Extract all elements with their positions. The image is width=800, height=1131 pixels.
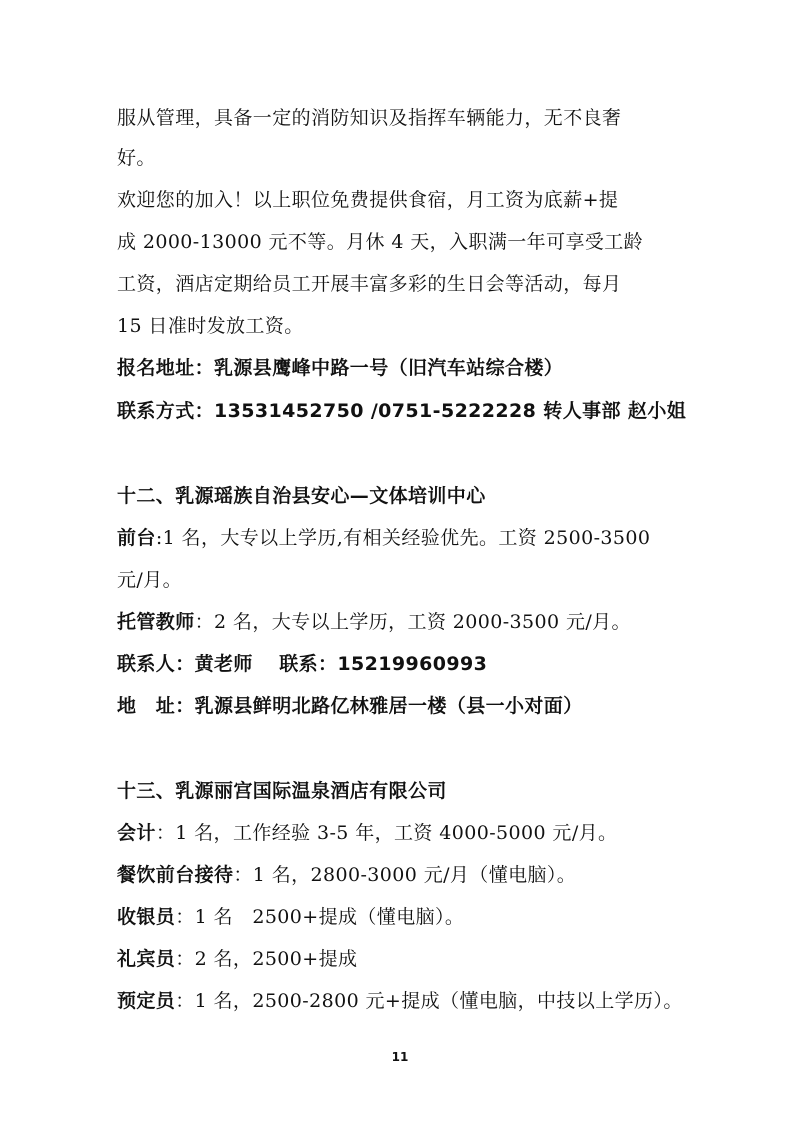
job-label: 前台 <box>117 527 156 549</box>
job-line-teacher <box>117 610 690 634</box>
paragraph-line: 工资，酒店定期给员工开展丰富多彩的生日会等活动，每月 <box>117 273 622 295</box>
job-label: 礼宾员 <box>117 948 176 970</box>
job-line-reception <box>117 526 690 550</box>
page-number: 11 <box>391 1050 409 1064</box>
job-detail: ：2 名，大专以上学历，工资 2000-3500 元/月。 <box>194 611 631 633</box>
signup-address: 报名地址：乳源县鹰峰中路一号（旧汽车站综合楼） <box>117 357 564 379</box>
paragraph-line: 欢迎您的加入！以上职位免费提供食宿，月工资为底薪+提 <box>117 189 619 211</box>
paragraph-line: 元/月。 <box>117 569 183 591</box>
paragraph-line: 服从管理，具备一定的消防知识及指挥车辆能力，无不良奢 <box>117 107 622 129</box>
section-title: 十二、乳源瑶族自治县安心—文体培训中心 <box>117 485 486 507</box>
paragraph-line: 好。 <box>117 147 156 169</box>
paragraph-line: 15 日准时发放工资。 <box>117 315 304 337</box>
job-detail: ：2 名，2500+提成 <box>175 948 358 970</box>
job-detail: ：1 名，工作经验 3-5 年，工资 4000-5000 元/月。 <box>155 822 618 844</box>
job-label: 托管教师 <box>117 611 195 633</box>
job-label: 餐饮前台接待 <box>117 864 234 886</box>
job-detail: ：1 名，2800-3000 元/月（懂电脑）。 <box>233 864 577 886</box>
contact-info: 联系方式：13531452750 /0751-5222228 转人事部 赵小姐 <box>117 400 687 422</box>
job-line-catering <box>117 863 690 887</box>
job-detail: :1 名，大专以上学历,有相关经验优先。工资 2500-3500 <box>155 527 651 549</box>
contact-info: 联系人：黄老师 联系：15219960993 <box>117 653 488 675</box>
job-line-booking <box>117 989 690 1013</box>
address-info: 地 址：乳源县鲜明北路亿林雅居一楼（县一小对面） <box>117 695 583 717</box>
paragraph-line: 成 2000-13000 元不等。月休 4 天，入职满一年可享受工龄 <box>117 231 644 253</box>
job-label: 预定员 <box>117 990 176 1012</box>
job-line-cashier <box>117 905 690 929</box>
job-label: 收银员 <box>117 906 176 928</box>
job-line-greeter <box>117 947 690 971</box>
job-detail: ：1 名，2500-2800 元+提成（懂电脑，中技以上学历）。 <box>175 990 683 1012</box>
job-label: 会计 <box>117 822 156 844</box>
section-title: 十三、乳源丽宫国际温泉酒店有限公司 <box>117 780 447 802</box>
job-detail: ：1 名 2500+提成（懂电脑）。 <box>175 906 465 928</box>
job-line-accountant <box>117 821 690 845</box>
